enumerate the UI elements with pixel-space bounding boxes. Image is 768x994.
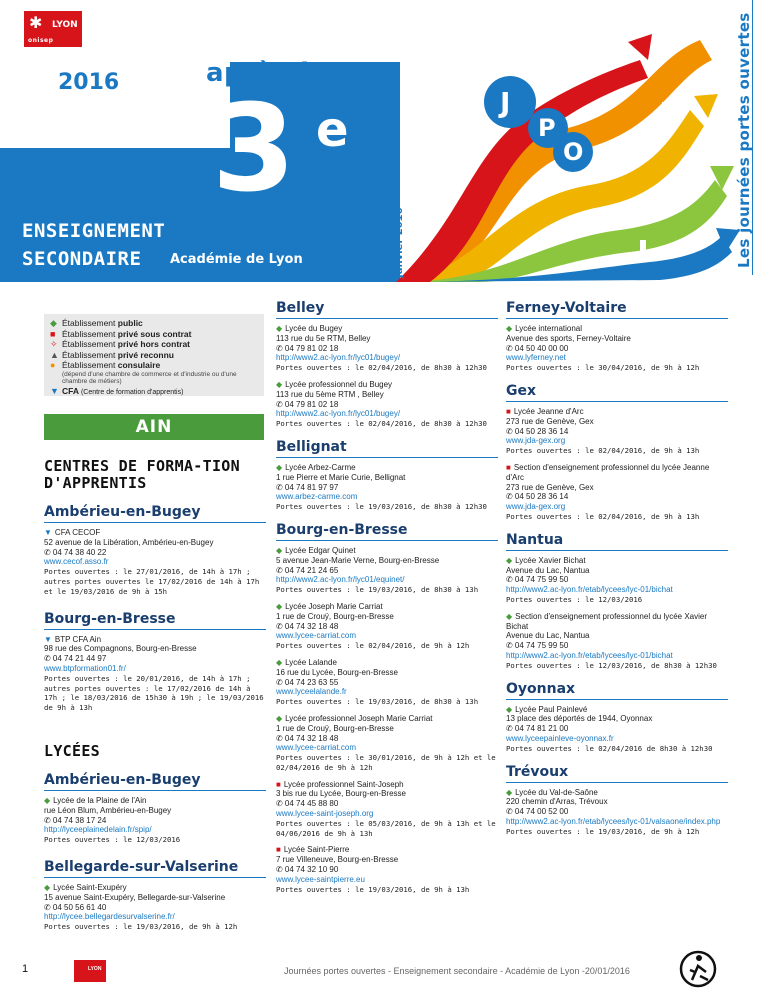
legend-label: Établissement public [62,318,143,328]
date-vertical: Janvier 2016 [394,207,405,278]
school-url: www.lycee-carriat.com [276,631,357,641]
school-name [44,883,266,893]
school-name [44,528,266,538]
school-address: ✆ 04 74 38 17 24 [44,815,107,825]
school-entry [276,602,498,651]
school-name-text: BTP CFA Ain [54,634,102,644]
school-type-icon: ◆ [44,795,51,805]
logo-star-icon: ✱ [29,13,43,32]
open-days: Portes ouvertes : le 05/03/2016, de 9h à 13h et le 04/06/2016 de 9h à 13h [276,818,496,838]
onisep-logo [24,11,82,47]
school-name [276,546,498,556]
school-name [506,705,728,715]
open-days: Portes ouvertes : le 02/04/2016, de 9h à 13h [506,446,700,456]
school-type-icon: ◆ [276,545,283,555]
legend-symbol-icon: ● [50,360,56,370]
open-days: Portes ouvertes : le 02/04/2016, de 9h à 12h [276,641,470,651]
legend-note: (dépend d'une chambre de commerce et d'industrie ou d'une chambre de métiers) [62,370,237,385]
school-url: http://www2.ac-lyon.fr/lyc01/bugey/ [276,409,401,419]
legend-row [50,318,258,329]
school-address: ✆ 04 74 32 10 90 [276,865,339,875]
school-type-icon: ■ [276,845,281,855]
school-name-text: Lycée Saint-Pierre [283,845,350,855]
school-entry [276,714,498,773]
school-url: http://www2.ac-lyon.fr/etab/lycees/lyc-01/valsaone/index.php [506,816,721,826]
ens-line1: ENSEIGNEMENT [22,220,166,242]
school-entry [506,324,728,373]
school-name-text: CFA CECOF [54,528,101,537]
school-address: ✆ 04 50 40 00 00 [506,343,569,353]
open-days: Portes ouvertes : le 02/04/2016, de 8h30 à 12h30 [276,419,487,429]
legend-symbol-icon: ▲ [50,349,59,360]
school-entry [44,883,266,932]
year: 2016 [58,70,120,95]
city-heading: Trévoux [506,764,728,783]
school-name-text: Lycée du Val-de-Saône [515,787,598,797]
school-address: 52 avenue de la Libération, Ambérieu-en-Bugey [44,537,214,547]
academie: Académie de Lyon [170,252,303,267]
ens-line2: SECONDAIRE [22,248,142,270]
title-suffix: e [316,102,349,158]
school-url: http://lyceeplainedelain.fr/spip/ [44,825,152,835]
legend-label [62,386,183,399]
school-name [44,635,266,645]
school-address: 7 rue Villeneuve, Bourg-en-Bresse [276,855,399,865]
open-days: Portes ouvertes : le 27/01/2016, de 14h à 17h ; autres portes ouvertes le 17/02/2016 de 14h à 17h et le 19/03/2016 de 9h à 15h [44,567,260,596]
school-url: www.lyceelalande.fr [276,687,347,697]
legend-label-note: (Centre de formation d'apprentis) [79,388,184,396]
school-entry [506,705,728,754]
school-name [506,788,728,798]
school-url: www.jda-gex.org [506,436,566,446]
school-url: http://www2.ac-lyon.fr/etab/lycees/lyc-01/bichat [506,585,673,595]
school-url: www.lyferney.net [506,353,566,363]
open-days: Portes ouvertes : le 30/04/2016, de 9h à 12h [506,363,700,373]
school-name [276,463,498,473]
logo-text: LYON [52,20,78,30]
city-heading: Ferney-Voltaire [506,300,728,319]
school-type-icon: ◆ [276,462,283,472]
school-address: ✆ 04 74 75 99 50 [506,641,569,651]
legend-label-bold: privé sous contrat [117,328,192,339]
school-name [506,556,728,566]
school-address: ✆ 04 79 81 02 18 [276,343,339,353]
school-address: ✆ 04 50 56 61 40 [44,902,107,912]
column-middle [276,300,498,901]
school-name-text: Lycée professionnel Joseph Marie Carriat [285,713,433,723]
school-type-icon: ◆ [506,787,513,797]
school-address: 113 rue du 5ème RTM , Belley [276,389,384,399]
city-heading: Gex [506,383,728,402]
school-name [276,324,498,334]
school-entry [506,463,728,522]
school-address: ✆ 04 74 45 88 80 [276,799,339,809]
column-left [44,458,266,939]
school-url: www.jda-gex.org [506,502,566,512]
school-type-icon: ▼ [44,528,52,537]
city-heading: Bourg-en-Bresse [276,522,498,541]
logo-subtext: onisep [28,37,54,44]
school-address: 220 chemin d'Arras, Trévoux [506,797,608,807]
school-entry [276,546,498,595]
school-type-icon: ◆ [506,611,513,621]
school-address: ✆ 04 74 00 52 00 [506,807,569,817]
school-type-icon: ◆ [44,882,51,892]
school-url: www.cecof.asso.fr [44,557,109,567]
school-address: 273 rue de Genève, Gex [506,482,594,492]
school-address: 15 avenue Saint-Exupéry, Bellegarde-sur-Valserine [44,892,226,902]
legend-label: Établissement privé reconnu [62,349,174,360]
school-address: 273 rue de Genève, Gex [506,416,594,426]
city-heading: Ambérieu-en-Bugey [44,504,266,523]
legend-box [44,314,264,396]
school-address: ✆ 04 74 32 18 48 [276,733,339,743]
open-days: Portes ouvertes : le 19/03/2016, de 8h30 à 12h30 [276,502,487,512]
open-days: Portes ouvertes : le 12/03/2016, de 8h30 à 12h30 [506,660,717,670]
jpo-letter-o: O [563,138,584,166]
city-heading: Bourg-en-Bresse [44,611,266,630]
school-name [276,845,498,855]
legend-label-bold: CFA [62,385,79,396]
school-url: www.arbez-carme.com [276,492,358,502]
title-prefix: après la [206,58,328,88]
section-title: CENTRES DE FORMA-TION D'APPRENTIS [44,457,240,492]
school-name [44,796,266,806]
school-address: ✆ 04 74 81 21 00 [506,724,569,734]
school-address: ✆ 04 74 21 44 97 [44,654,107,664]
school-name [506,463,728,483]
school-url: www.lyceepainleve-oyonnax.fr [506,733,614,743]
school-entry [276,380,498,429]
legend-label: Établissement privé hors contrat [62,339,191,349]
legend-row [50,360,258,371]
school-address: 98 rue des Compagnons, Bourg-en-Bresse [44,644,197,654]
school-address: ✆ 04 50 28 36 14 [506,426,569,436]
school-address: rue Léon Blum, Ambérieu-en-Bugey [44,805,172,815]
school-address: Avenue du Lac, Nantua [506,565,590,575]
legend-label: Établissement privé sous contrat [62,328,192,339]
school-type-icon: ■ [506,462,511,472]
legend-label-bold: consulaire [117,360,161,370]
footer-logo-text: LYON [88,966,102,972]
school-address: 16 rue du Lycée, Bourg-en-Bresse [276,667,398,677]
school-entry [276,845,498,894]
school-name-text: Section d'enseignement professionnel du lycée Xavier Bichat [506,611,708,631]
school-name-text: Lycée Paul Painlevé [515,704,588,714]
school-name [276,602,498,612]
school-address: ✆ 04 74 32 18 48 [276,621,339,631]
open-days: Portes ouvertes : le 19/03/2016, de 9h à 13h [276,884,470,894]
school-type-icon: ◆ [276,324,283,333]
city-heading: Oyonnax [506,681,728,700]
school-entry [44,528,266,597]
open-days: Portes ouvertes : le 19/03/2016, de 9h à 12h [44,922,238,932]
school-name-text: Lycée professionnel du Bugey [285,379,393,389]
school-address: ✆ 04 79 81 02 18 [276,399,339,409]
school-entry [276,658,498,707]
school-entry [506,407,728,456]
school-address: Avenue des sports, Ferney-Voltaire [506,333,631,343]
legend-symbol-icon: ■ [50,328,56,339]
legend-label-bold: privé reconnu [117,349,174,360]
school-name-text: Lycée du Bugey [285,324,343,333]
school-name-text: Lycée de la Plaine de l'Ain [53,795,147,805]
school-type-icon: ◆ [276,657,283,667]
school-url: http://www2.ac-lyon.fr/lyc01/equinet/ [276,575,405,585]
school-type-icon: ▼ [44,634,52,644]
legend-symbol-icon: ▼ [50,385,59,396]
school-name-text: Lycée Jeanne d'Arc [513,406,584,416]
school-name [276,780,498,790]
school-name-text: Lycée Edgar Quinet [285,545,356,555]
school-name-text: Section d'enseignement professionnel du lycée Jeanne d'Arc [506,462,710,482]
school-entry [44,635,266,713]
school-address: 1 rue de Crouÿ, Bourg-en-Bresse [276,611,394,621]
open-days: Portes ouvertes : le 02/04/2016, de 8h30 à 12h30 [276,363,487,373]
school-entry [506,612,728,671]
school-url: www.lycee-carriat.com [276,743,357,753]
school-name [506,612,728,632]
school-url: http://www2.ac-lyon.fr/lyc01/bugey/ [276,353,401,363]
school-address: 3 bis rue du Lycée, Bourg-en-Bresse [276,789,406,799]
legend-label-bold: privé hors contrat [117,339,191,349]
legend-symbol-icon: ◆ [50,318,57,328]
footer-text: Journées portes ouvertes - Enseignement secondaire - Académie de Lyon -20/01/2016 [284,966,630,976]
open-days: Portes ouvertes : le 02/04/2016 de 8h30 à 12h30 [506,743,713,753]
school-address: 13 place des déportés de 1944, Oyonnax [506,714,653,724]
school-type-icon: ◆ [276,379,283,389]
open-days: Portes ouvertes : le 19/03/2016, de 8h30 à 13h [276,585,479,595]
school-url: www.lycee-saint-joseph.org [276,809,374,819]
section-title: LYCÉES [44,741,100,760]
school-name [276,714,498,724]
legend-label-bold: public [117,318,143,328]
school-entry [506,788,728,837]
open-days: Portes ouvertes : le 02/04/2016, de 9h à 13h [506,511,700,521]
region-banner: AIN [44,414,264,440]
school-name [276,380,498,390]
school-entry [506,556,728,605]
legend-row [50,339,258,350]
school-entry [44,796,266,845]
school-name-text: Lycée Lalande [285,657,337,667]
legend-symbol-icon: ✧ [50,339,58,349]
footer-logo [74,960,106,982]
school-name-text: Lycée Joseph Marie Carriat [285,601,383,611]
school-address: ✆ 04 74 81 97 97 [276,482,339,492]
school-address: 1 rue Pierre et Marie Curie, Bellignat [276,472,406,482]
school-url: http://lycee.bellegardesurvalserine.fr/ [44,912,175,922]
school-type-icon: ◆ [506,704,513,714]
legend-label: Établissement consulaire [62,360,161,370]
school-type-icon: ■ [506,406,511,416]
city-heading: Ambérieu-en-Bugey [44,772,266,791]
school-name-text: Lycée professionnel Saint-Joseph [283,779,404,789]
school-name-text: Lycée Saint-Exupéry [53,882,127,892]
school-type-icon: ■ [276,779,281,789]
school-address: ✆ 04 74 23 63 55 [276,677,339,687]
city-heading: Nantua [506,532,728,551]
school-address: ✆ 04 74 75 99 50 [506,575,569,585]
school-address: 1 rue de Crouÿ, Bourg-en-Bresse [276,723,394,733]
school-name-text: Lycée Arbez-Carme [285,462,356,472]
city-heading: Bellignat [276,439,498,458]
open-days: Portes ouvertes : le 19/03/2016, de 8h30 à 13h [276,697,479,707]
school-name-text: Lycée Xavier Bichat [515,555,586,565]
school-address: Avenue du Lac, Nantua [506,631,590,641]
page-number: 1 [22,963,29,975]
school-name [506,407,728,417]
school-type-icon: ◆ [506,555,513,565]
school-address: ✆ 04 74 21 24 65 [276,565,339,575]
accessibility-icon [678,950,718,988]
school-address: 5 avenue Jean-Marie Verne, Bourg-en-Bresse [276,555,440,565]
school-address: 113 rue du 5e RTM, Belley [276,333,371,343]
school-entry [276,463,498,512]
school-url: http://www2.ac-lyon.fr/etab/lycees/lyc-01/bichat [506,650,673,660]
legend-row [50,329,258,340]
school-url: www.btpformation01.fr/ [44,663,126,673]
school-type-icon: ◆ [506,324,513,333]
school-entry [276,780,498,839]
open-days: Portes ouvertes : le 12/03/2016 [44,835,181,845]
school-name-text: Lycée international [515,324,583,333]
banner-vertical: Les journées portes ouvertes [735,12,753,268]
jpo-letter-j: J [500,86,511,119]
school-type-icon: ◆ [276,601,283,611]
city-heading: Belley [276,300,498,319]
school-type-icon: ◆ [276,713,283,723]
jpo-letter-p: P [538,114,556,142]
city-heading: Bellegarde-sur-Valserine [44,859,266,878]
open-days: Portes ouvertes : le 19/03/2016, de 9h à 12h [506,826,700,836]
legend-row [50,386,258,399]
school-name [276,658,498,668]
school-address: ✆ 04 74 38 40 22 [44,547,107,557]
school-address: ✆ 04 50 28 36 14 [506,492,569,502]
legend-row [50,350,258,361]
school-name [506,324,728,334]
title-number: 3 [212,80,296,219]
open-days: Portes ouvertes : le 30/01/2016, de 9h à 12h et le 02/04/2016 de 9h à 12h [276,753,496,772]
column-right [506,300,728,843]
school-entry [276,324,498,373]
open-days: Portes ouvertes : le 12/03/2016 [506,594,643,604]
school-url: www.lycee-saintpierre.eu [276,874,365,884]
open-days: Portes ouvertes : le 20/01/2016, de 14h à 17h ; autres portes ouvertes : le 17/02/2016 de 14h à 17h ; le 18/03/2016 de 15h30 à 19h ; le 19/03/2016 de 9h à 13h [44,673,264,713]
